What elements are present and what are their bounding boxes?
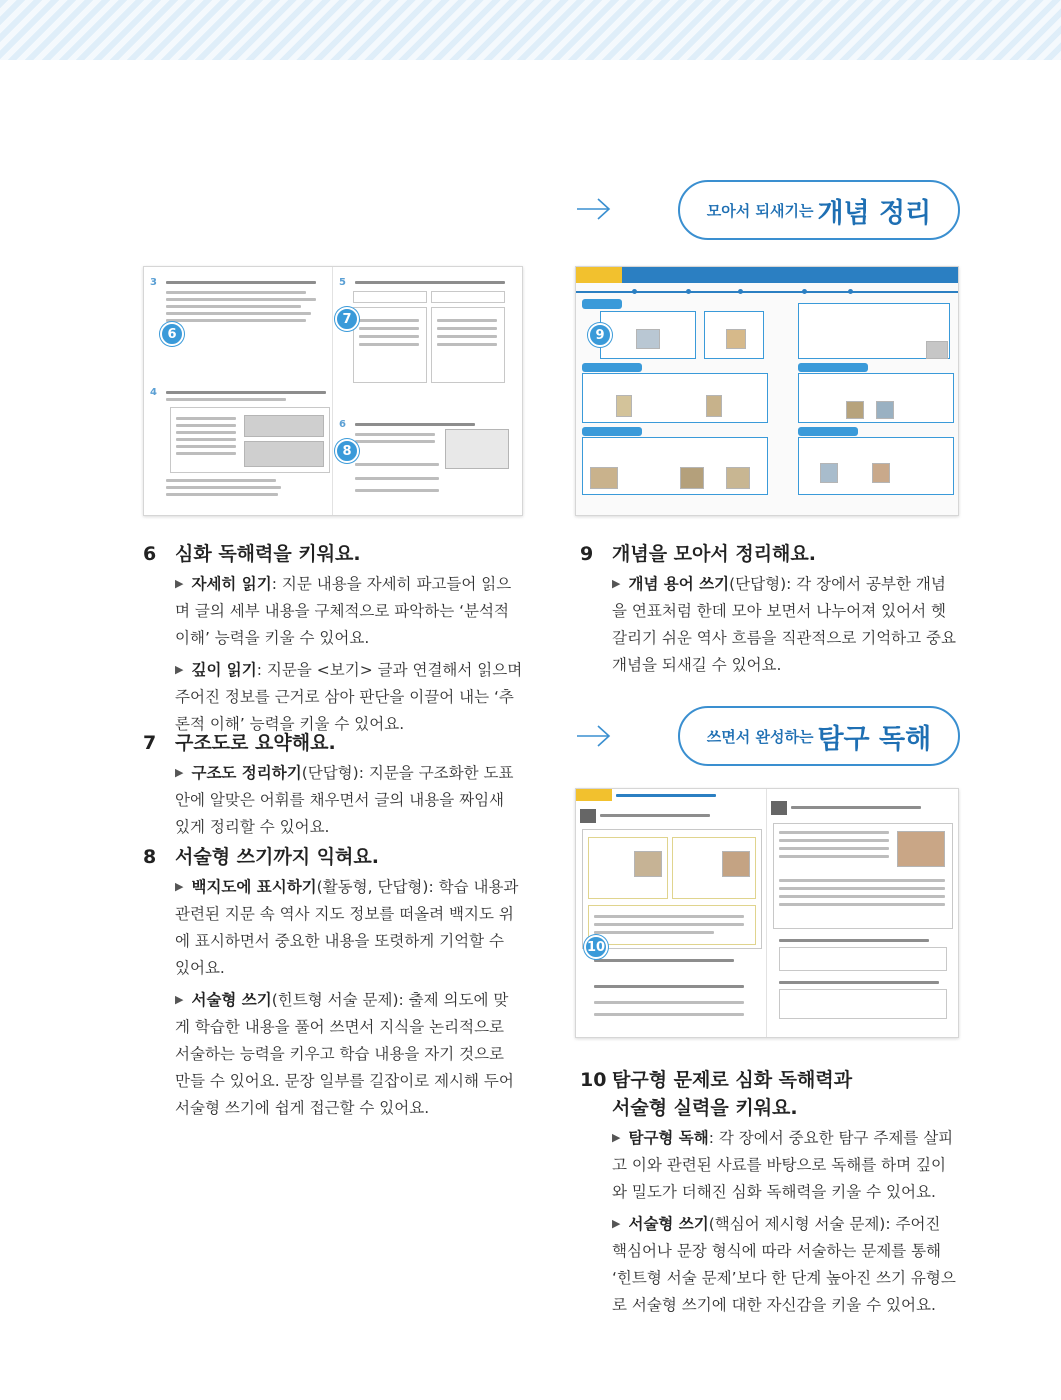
decorative-top-band xyxy=(0,0,1061,60)
section-10 xyxy=(580,1066,960,1319)
section-8-item-2-term: 서술형 쓰기 xyxy=(191,991,272,1009)
triangle-bullet-icon: ▶ xyxy=(175,663,184,676)
header-concept-big: 개념 정리 xyxy=(817,197,932,229)
section-10-item-2-term: 서술형 쓰기 xyxy=(628,1215,709,1233)
section-10-item-1 xyxy=(580,1124,960,1206)
section-10-title: 탐구형 문제로 심화 독해력과 xyxy=(612,1069,853,1091)
section-8-item-1-term: 백지도에 표시하기 xyxy=(191,878,317,896)
section-10-item-1-text: : 각 장에서 중요한 탐구 주제를 살피고 이와 관련된 사료를 바탕으로 독해를 하며 깊이와 밀도가 더해진 심화 독해력을 키울 수 있어요. xyxy=(612,1129,954,1201)
section-10-item-2-text: (핵심어 제시형 서술 문제): 주어진 핵심어나 문장 형식에 따라 서술하는 문제를 통해 ‘힌트형 서술 문제’보다 한 단계 높아진 쓰기 유형으로 서술형 쓰기에 대한 자신감을 키울 수 있어요. xyxy=(612,1215,956,1314)
section-8-item-1-text: (활동형, 단답형): 학습 내용과 관련된 지문 속 역사 지도 정보를 떠올려 백지도 위에 표시하면서 중요한 내용을 또렷하게 기억할 수 있어요. xyxy=(175,878,519,977)
badge-8: 8 xyxy=(335,439,359,463)
badge-7: 7 xyxy=(335,307,359,331)
section-6-item-2-term: 깊이 읽기 xyxy=(191,661,257,679)
section-9 xyxy=(580,540,960,679)
section-7 xyxy=(143,729,523,841)
badge-10: 10 xyxy=(584,935,608,959)
section-6-item-2 xyxy=(143,656,523,738)
section-8-item-2-text: (힌트형 서술 문제): 출제 의도에 맞게 학습한 내용을 풀어 쓰면서 지식을 논리적으로 서술하는 능력을 키우고 학습 내용을 자기 것으로 만들 수 있어요. 문장 일부를 길잡이로 제시해 두어 서술형 쓰기에 쉽게 접근할 수 있어요. xyxy=(175,991,514,1117)
section-9-title: 개념을 모아서 정리해요. xyxy=(612,543,816,565)
triangle-bullet-icon: ▶ xyxy=(612,577,621,590)
triangle-bullet-icon: ▶ xyxy=(612,1217,621,1230)
section-7-item-1-term: 구조도 정리하기 xyxy=(191,764,302,782)
section-8-title: 서술형 쓰기까지 익혀요. xyxy=(175,846,379,868)
triangle-bullet-icon: ▶ xyxy=(175,766,184,779)
section-9-number: 9 xyxy=(580,543,594,565)
header-inquiry-small: 쓰면서 완성하는 xyxy=(706,727,814,746)
section-6-item-1-term: 자세히 읽기 xyxy=(191,575,272,593)
section-7-title: 구조도로 요약해요. xyxy=(175,732,336,754)
section-10-item-1-term: 탐구형 독해 xyxy=(628,1129,709,1147)
section-8-number: 8 xyxy=(143,846,157,868)
triangle-bullet-icon: ▶ xyxy=(175,993,184,1006)
spread-1-left-page: 3 4 6 xyxy=(144,267,333,515)
badge-9: 9 xyxy=(588,323,612,347)
section-7-item-1-text: (단답형): 지문을 구조화한 도표 안에 알맞은 어휘를 채우면서 글의 내용을 짜임새 있게 정리할 수 있어요. xyxy=(175,764,514,836)
book-spread-thumbnail-2 xyxy=(575,266,959,516)
spread-1-right-page: 5 6 7 8 xyxy=(333,267,522,515)
section-7-item-1 xyxy=(143,759,523,841)
section-8-item-1 xyxy=(143,873,523,982)
section-6 xyxy=(143,540,523,738)
section-10-number: 10 xyxy=(580,1069,607,1091)
badge-6: 6 xyxy=(160,322,184,346)
triangle-bullet-icon: ▶ xyxy=(612,1131,621,1144)
spread-3-left-page xyxy=(576,789,767,1037)
spread-3-right-page xyxy=(767,789,958,1037)
section-8-item-2 xyxy=(143,986,523,1122)
header-inquiry-big: 탐구 독해 xyxy=(817,723,932,755)
section-10-title-line-2: 서술형 실력을 키워요. xyxy=(612,1097,798,1119)
header-concept-summary xyxy=(678,180,960,240)
section-9-item-1-term: 개념 용어 쓰기 xyxy=(628,575,730,593)
section-7-number: 7 xyxy=(143,732,157,754)
section-9-item-1 xyxy=(580,570,960,679)
book-spread-thumbnail-3 xyxy=(575,788,959,1038)
section-8 xyxy=(143,843,523,1122)
triangle-bullet-icon: ▶ xyxy=(175,577,184,590)
section-6-item-2-text: : 지문을 <보기> 글과 연결해서 읽으며 주어진 정보를 근거로 삼아 판단을 이끌어 내는 ‘추론적 이해’ 능력을 키울 수 있어요. xyxy=(175,661,523,733)
triangle-bullet-icon: ▶ xyxy=(175,880,184,893)
section-6-item-1-text: : 지문 내용을 자세히 파고들어 읽으며 글의 세부 내용을 구체적으로 파악하는 ‘분석적 이해’ 능력을 키울 수 있어요. xyxy=(175,575,512,647)
arrow-right-icon xyxy=(576,724,612,748)
section-10-item-2 xyxy=(580,1210,960,1319)
section-6-number: 6 xyxy=(143,543,157,565)
section-9-item-1-text: (단답형): 각 장에서 공부한 개념을 연표처럼 한데 모아 보면서 나누어져 있어서 헷갈리기 쉬운 역사 흐름을 직관적으로 기억하고 중요 개념을 되새길 수 있어요. xyxy=(612,575,956,674)
section-6-item-1 xyxy=(143,570,523,652)
arrow-right-icon xyxy=(576,197,612,221)
header-concept-small: 모아서 되새기는 xyxy=(706,201,814,220)
book-spread-thumbnail-1 xyxy=(143,266,523,516)
header-inquiry-reading xyxy=(678,706,960,766)
section-6-title: 심화 독해력을 키워요. xyxy=(175,543,361,565)
